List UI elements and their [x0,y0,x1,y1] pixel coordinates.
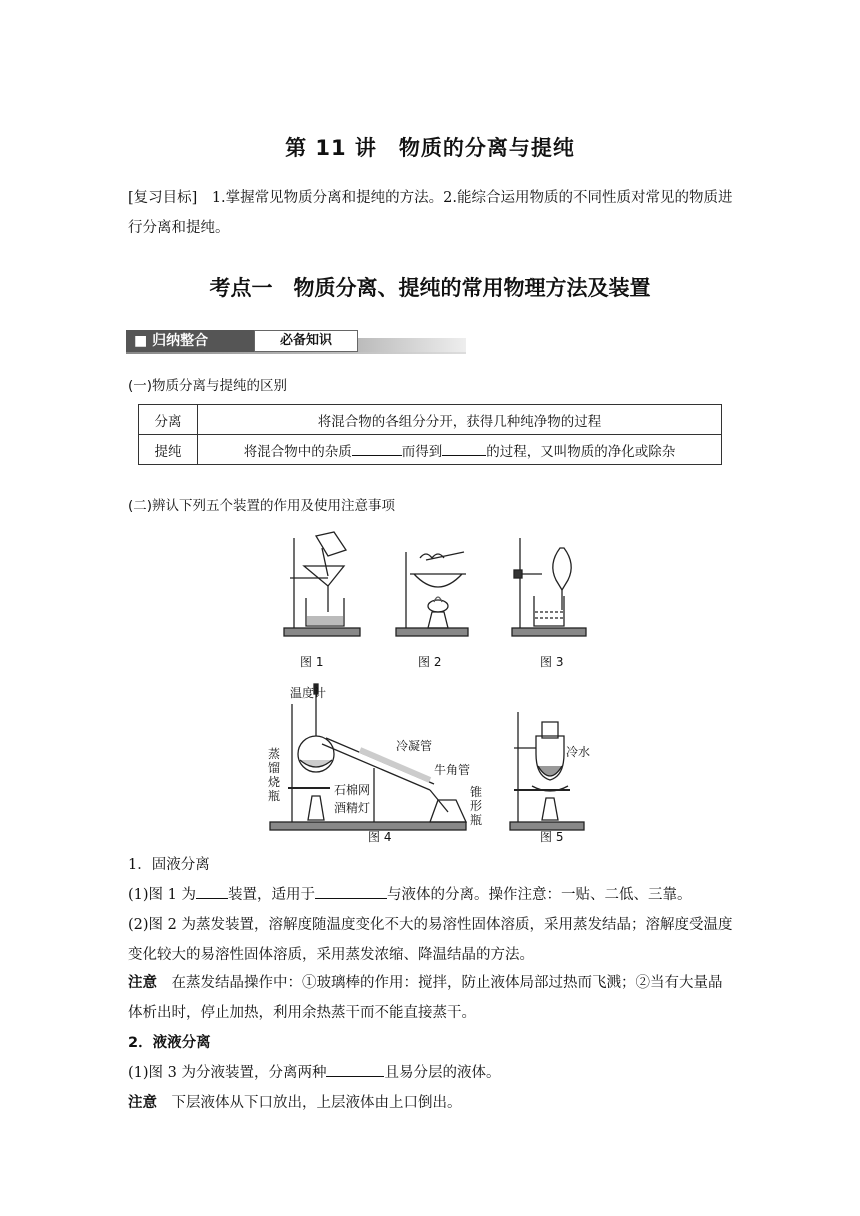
erlenmeyer-label-char: 形 [470,799,483,813]
desc-cell [198,435,722,465]
text-part: (1)图 1 为 [128,887,196,903]
fill-blank [196,884,228,899]
figure-2-evaporation [396,552,468,636]
gauze-label: 石棉网 [334,783,371,797]
note-text: 下层液体从下口放出，上层液体由上口倒出。 [157,1095,462,1111]
figure-3-caption: 图 3 [540,655,564,669]
figure-4-caption: 图 4 [368,830,392,844]
section-1-paragraph-1 [128,880,734,910]
note-label: 注意 [128,1095,157,1111]
separation-table [138,404,722,465]
banner-fade [358,338,466,352]
term-cell: 分离 [139,405,198,435]
part2-heading: (二)辨认下列五个装置的作用及使用注意事项 [128,498,396,514]
fill-blank [352,441,402,456]
erlenmeyer-label-char: 锥 [470,785,483,799]
lamp-label: 酒精灯 [334,801,371,815]
term-cell: 提纯 [139,435,198,465]
note-2 [128,1088,734,1118]
note-1 [128,968,734,1028]
banner-right-label: 必备知识 [254,330,358,352]
desc-part: 而得到 [401,443,443,460]
note-text: 在蒸发结晶操作中：①玻璃棒的作用：搅拌，防止液体局部过热而飞溅；②当有大量晶体析出时，停止加热，利用余热蒸干而不能直接蒸干。 [128,975,723,1021]
section-1-paragraph-2: (2)图 2 为蒸发装置，溶解度随温度变化不大的易溶性固体溶质，采用蒸发结晶；溶解度受温度变化较大的易溶性固体溶质，采用蒸发浓缩、降温结晶的方法。 [128,917,733,963]
flask-label-char: 蒸 [268,747,281,761]
figure-5-sublimation [510,712,584,830]
adapter-label: 牛角管 [434,763,471,777]
flask-label-char: 馏 [268,761,281,775]
text-part: (1)图 3 为分液装置，分离两种 [128,1065,327,1081]
fill-blank [326,1062,384,1077]
review-text: 1.掌握常见物质分离和提纯的方法。2.能综合运用物质的不同性质对常见的物质进行分离和提纯。 [128,190,733,236]
apparatus-figures [270,528,610,848]
text-part: 装置，适用于 [227,887,315,903]
section-1-title: 1．固液分离 [128,857,210,873]
thermometer-label: 温度计 [290,686,327,700]
banner-left-label: ■ 归纳整合 [126,330,254,352]
condenser-label: 冷凝管 [396,739,433,753]
desc-cell: 将混合物的各组分分开，获得几种纯净物的过程 [198,405,722,435]
flask-label-char: 烧 [268,775,281,789]
fill-blank [442,441,486,456]
figure-2-caption: 图 2 [418,655,442,669]
table-row [139,405,722,435]
review-objectives [128,183,734,243]
fill-blank [315,884,387,899]
note-label: 注意 [128,975,157,991]
section-title: 考点一 物质分离、提纯的常用物理方法及装置 [209,276,651,300]
table-row [139,435,722,465]
review-label: [复习目标] [128,190,198,206]
erlenmeyer-label-char: 瓶 [470,813,483,827]
part1-heading: (一)物质分离与提纯的区别 [128,378,288,394]
desc-part: 的过程，又叫物质的净化或除杂 [486,443,676,460]
section-2-title: 2．液液分离 [128,1035,211,1051]
page-title: 第 11 讲 物质的分离与提纯 [285,136,575,160]
text-part: 与液体的分离。操作注意：一贴、二低、三靠。 [386,887,692,903]
figure-5-caption: 图 5 [540,830,564,844]
section-banner [126,330,466,354]
flask-label-char: 瓶 [268,789,281,803]
figure-1-caption: 图 1 [300,655,324,669]
figure-1-filtration [284,532,360,636]
cold-water-label: 冷水 [566,745,591,759]
desc-part: 将混合物中的杂质 [243,443,352,460]
text-part: 且易分层的液体。 [384,1065,501,1081]
figure-3-separatory-funnel [512,538,586,636]
banner-underline [126,352,466,354]
section-2-paragraph-1 [128,1058,734,1088]
